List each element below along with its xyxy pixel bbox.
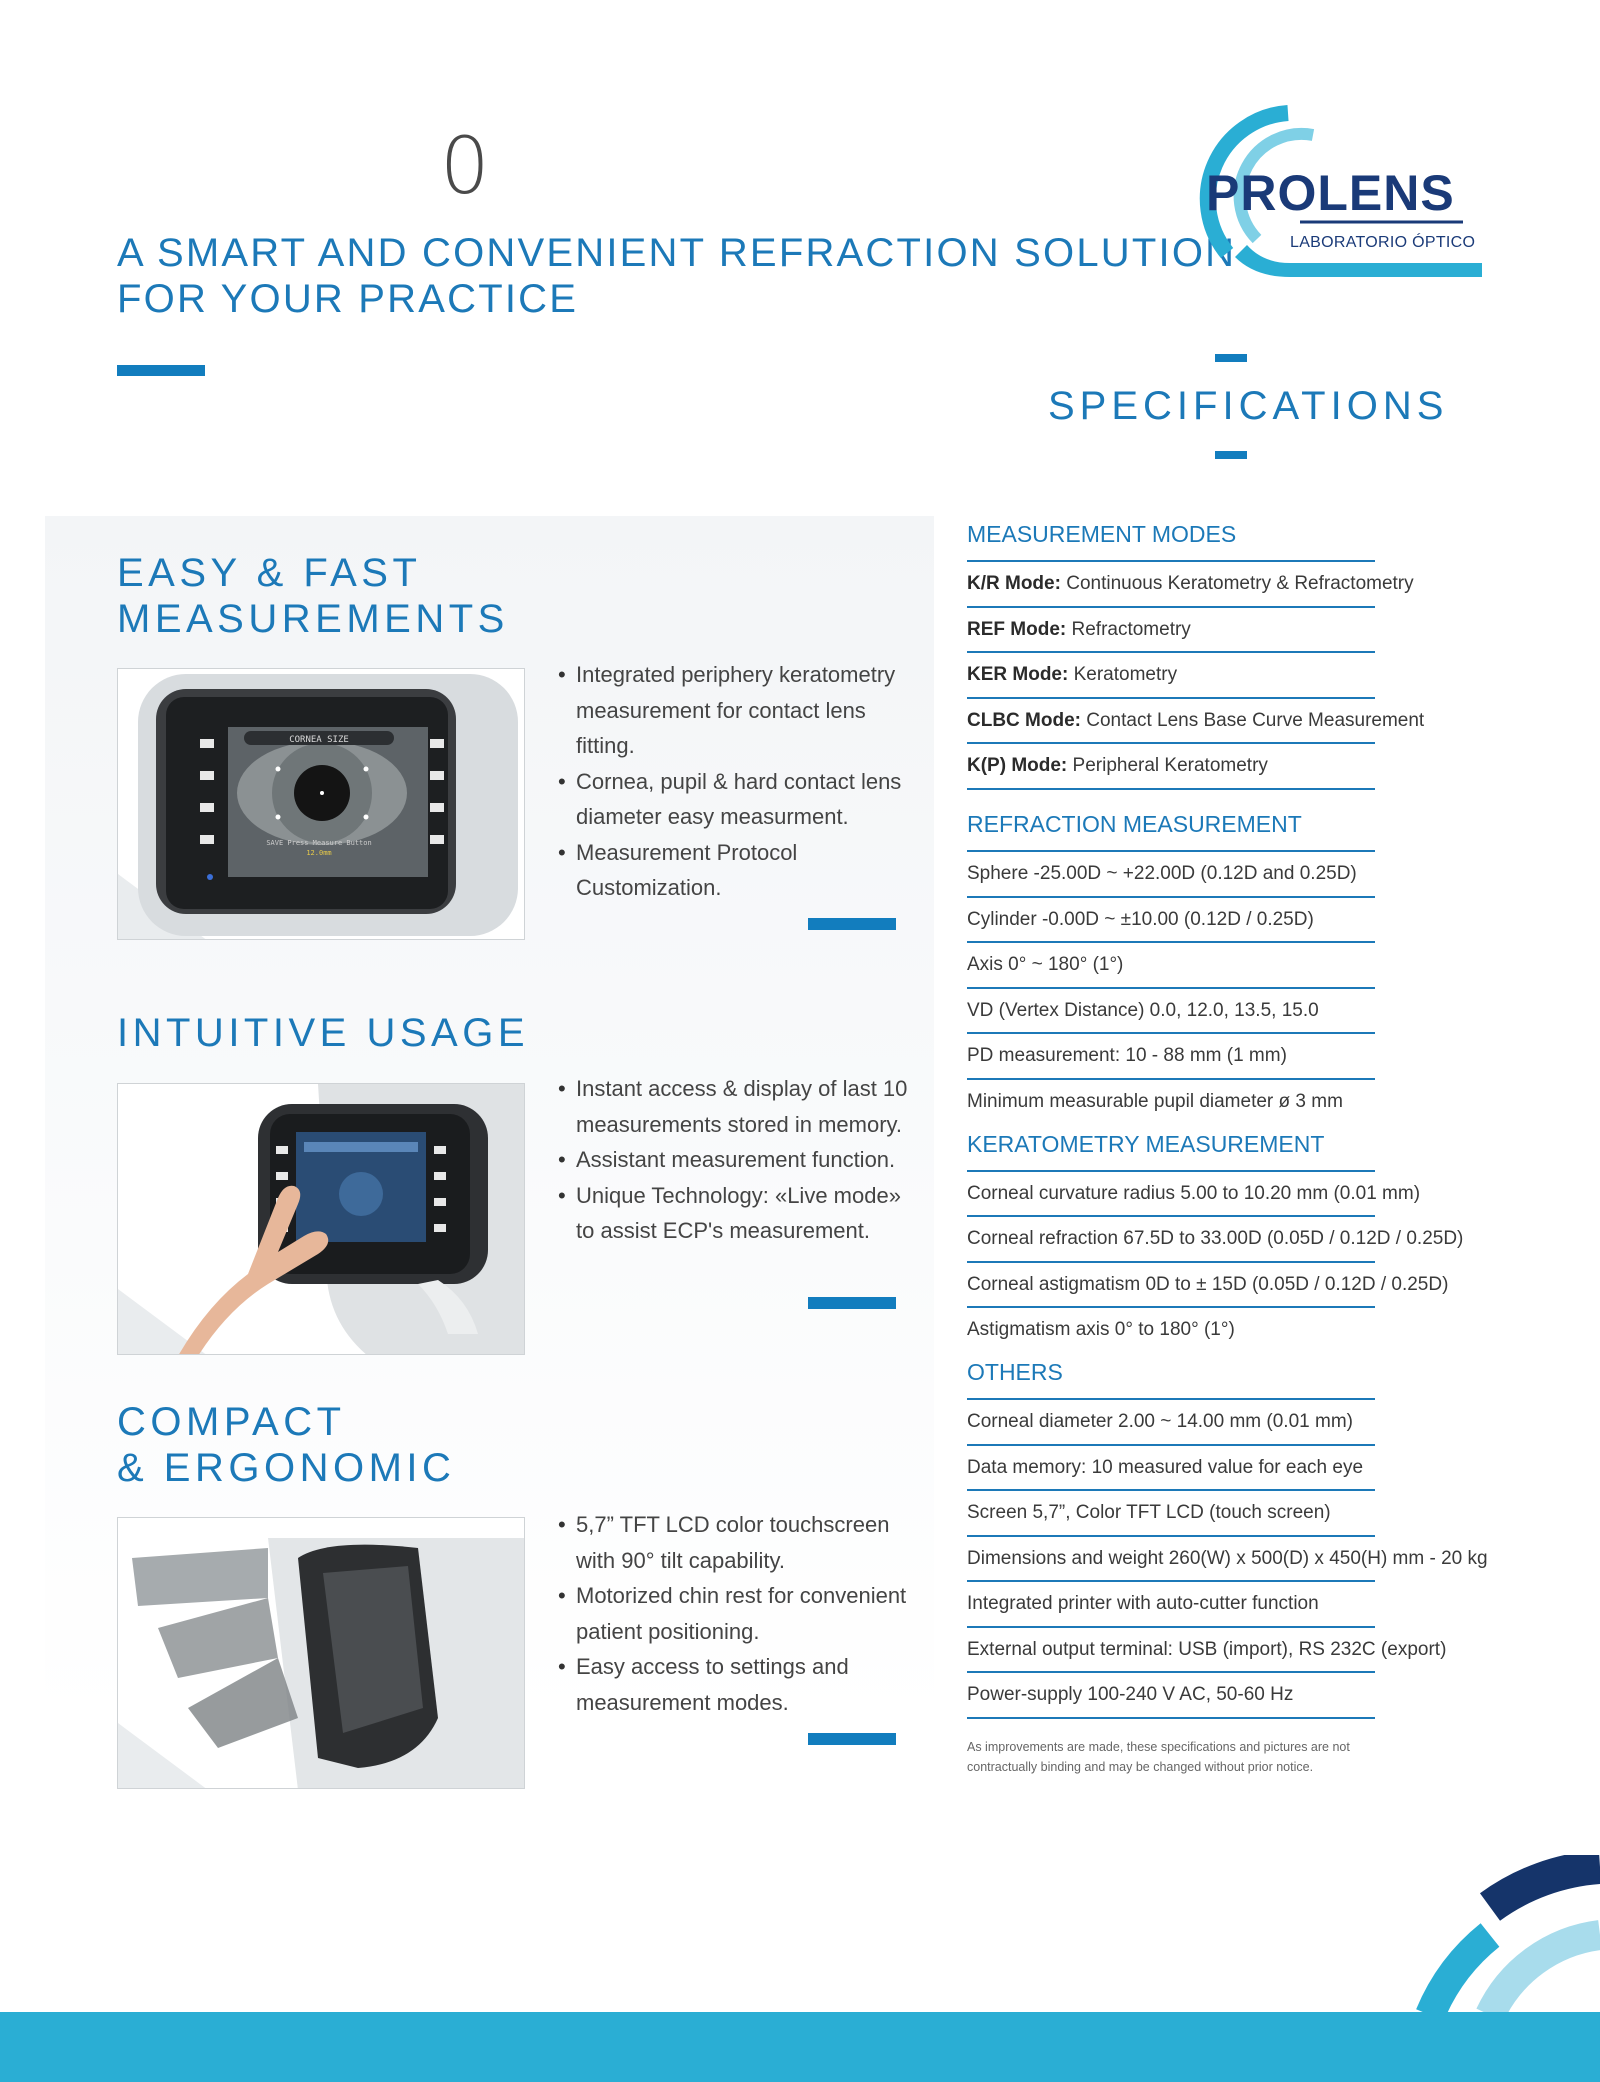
feature-2-accent-bar: [808, 1297, 896, 1309]
tilting-screen-photo: [117, 1517, 525, 1789]
bullet-item: • Easy access to settings and measurement modes.: [558, 1649, 908, 1720]
bullet-item: • Motorized chin rest for convenient patient positioning.: [558, 1578, 908, 1649]
tilting-screen-illustration: [118, 1518, 525, 1789]
touchscreen-illustration: [118, 1084, 525, 1355]
feature-title-intuitive-usage: INTUITIVE USAGE: [117, 1011, 529, 1055]
spec-row: Corneal astigmatism 0D to ± 15D (0.05D / 0.12D / 0.25D): [967, 1263, 1375, 1309]
bullet-item: • Assistant measurement function.: [558, 1142, 908, 1178]
headline-line-2: FOR YOUR PRACTICE: [117, 277, 579, 321]
spec-row: Integrated printer with auto-cutter function: [967, 1582, 1375, 1628]
bullet-item: • Measurement Protocol Customization.: [558, 835, 908, 906]
feature-2-bullets: [558, 1071, 908, 1249]
spec-row: REF Mode: Refractometry: [967, 608, 1375, 654]
spec-row: Data memory: 10 measured value for each eye: [967, 1446, 1375, 1492]
spec-row: Corneal curvature radius 5.00 to 10.20 mm (0.01 mm): [967, 1172, 1375, 1218]
decorative-corner-arcs: [1410, 1855, 1600, 2015]
spec-row: Astigmatism axis 0° to 180° (1°): [967, 1319, 1235, 1341]
bullet-item: • Unique Technology: «Live mode» to assist ECP's measurement.: [558, 1178, 908, 1249]
screen-label-bottom: SAVE Press Measure Button: [266, 839, 372, 847]
page-number-digit: 0: [440, 122, 490, 212]
spec-row: External output terminal: USB (import), RS 232C (export): [967, 1628, 1375, 1674]
spec-row: PD measurement: 10 - 88 mm (1 mm): [967, 1034, 1375, 1080]
disclaimer-note: As improvements are made, these specifications and pictures are not contractually binding and may be changed without prior notice.: [967, 1740, 1350, 1775]
spec-row: KER Mode: Keratometry: [967, 653, 1375, 699]
spec-row: VD (Vertex Distance) 0.0, 12.0, 13.5, 15.0: [967, 989, 1375, 1035]
bullet-item: • 5,7” TFT LCD color touchscreen with 90° tilt capability.: [558, 1507, 908, 1578]
specifications-title: SPECIFICATIONS: [1048, 384, 1449, 428]
spec-heading-refraction: REFRACTION MEASUREMENT: [967, 806, 1375, 852]
spec-row: Minimum measurable pupil diameter ø 3 mm: [967, 1090, 1343, 1112]
screen-label-top: CORNEA SIZE: [289, 735, 349, 745]
spec-heading-others: OTHERS: [967, 1354, 1375, 1400]
headline-accent-bar: [117, 365, 205, 376]
feature-1-bullets: [558, 657, 908, 906]
headline-line-1: A SMART AND CONVENIENT REFRACTION SOLUTION: [117, 231, 1237, 275]
spec-row: Power-supply 100-240 V AC, 50-60 Hz: [967, 1673, 1375, 1719]
spec-row: Dimensions and weight 260(W) x 500(D) x 450(H) mm - 20 kg: [967, 1537, 1375, 1583]
bullet-item: • Cornea, pupil & hard contact lens diameter easy measurment.: [558, 764, 908, 835]
spec-row: Axis 0° ~ 180° (1°): [967, 943, 1375, 989]
specifications-table: [967, 516, 1487, 1777]
feature-3-accent-bar: [808, 1733, 896, 1745]
spec-row: Corneal diameter 2.00 ~ 14.00 mm (0.01 mm): [967, 1400, 1375, 1446]
spec-heading-measurement-modes: MEASUREMENT MODES: [967, 516, 1375, 562]
spec-row: Corneal refraction 67.5D to 33.00D (0.05D / 0.12D / 0.25D): [967, 1217, 1375, 1263]
spec-title-bar-bottom: [1215, 451, 1247, 459]
feature-3-bullets: [558, 1507, 908, 1720]
spec-row: K(P) Mode: Peripheral Keratometry: [967, 744, 1375, 790]
eye-measurement-illustration: [118, 669, 525, 940]
bullet-item: • Integrated periphery keratometry measurement for contact lens fitting.: [558, 657, 908, 764]
screen-label-value: 12.0mm: [306, 849, 332, 857]
spec-row: CLBC Mode: Contact Lens Base Curve Measurement: [967, 699, 1375, 745]
spec-row: Cylinder -0.00D ~ ±10.00 (0.12D / 0.25D): [967, 898, 1375, 944]
feature-title-easy-fast: EASY & FAST MEASUREMENTS: [117, 551, 509, 641]
feature-1-accent-bar: [808, 918, 896, 930]
logo-subtitle: LABORATORIO ÓPTICO: [1290, 234, 1476, 251]
footer-color-band: [0, 2012, 1600, 2082]
spec-row: Screen 5,7”, Color TFT LCD (touch screen): [967, 1491, 1375, 1537]
logo-wordmark: PROLENS: [1206, 165, 1455, 221]
spec-heading-keratometry: KERATOMETRY MEASUREMENT: [967, 1126, 1375, 1172]
spec-title-bar-top: [1215, 354, 1247, 362]
spec-row: Sphere -25.00D ~ +22.00D (0.12D and 0.25D): [967, 852, 1375, 898]
feature-title-compact-ergonomic: COMPACT & ERGONOMIC: [117, 1400, 456, 1490]
bullet-item: • Instant access & display of last 10 measurements stored in memory.: [558, 1071, 908, 1142]
eye-measurement-photo: [117, 668, 525, 940]
touchscreen-photo: [117, 1083, 525, 1355]
main-headline: [117, 230, 1237, 322]
spec-row: K/R Mode: Continuous Keratometry & Refractometry: [967, 562, 1375, 608]
